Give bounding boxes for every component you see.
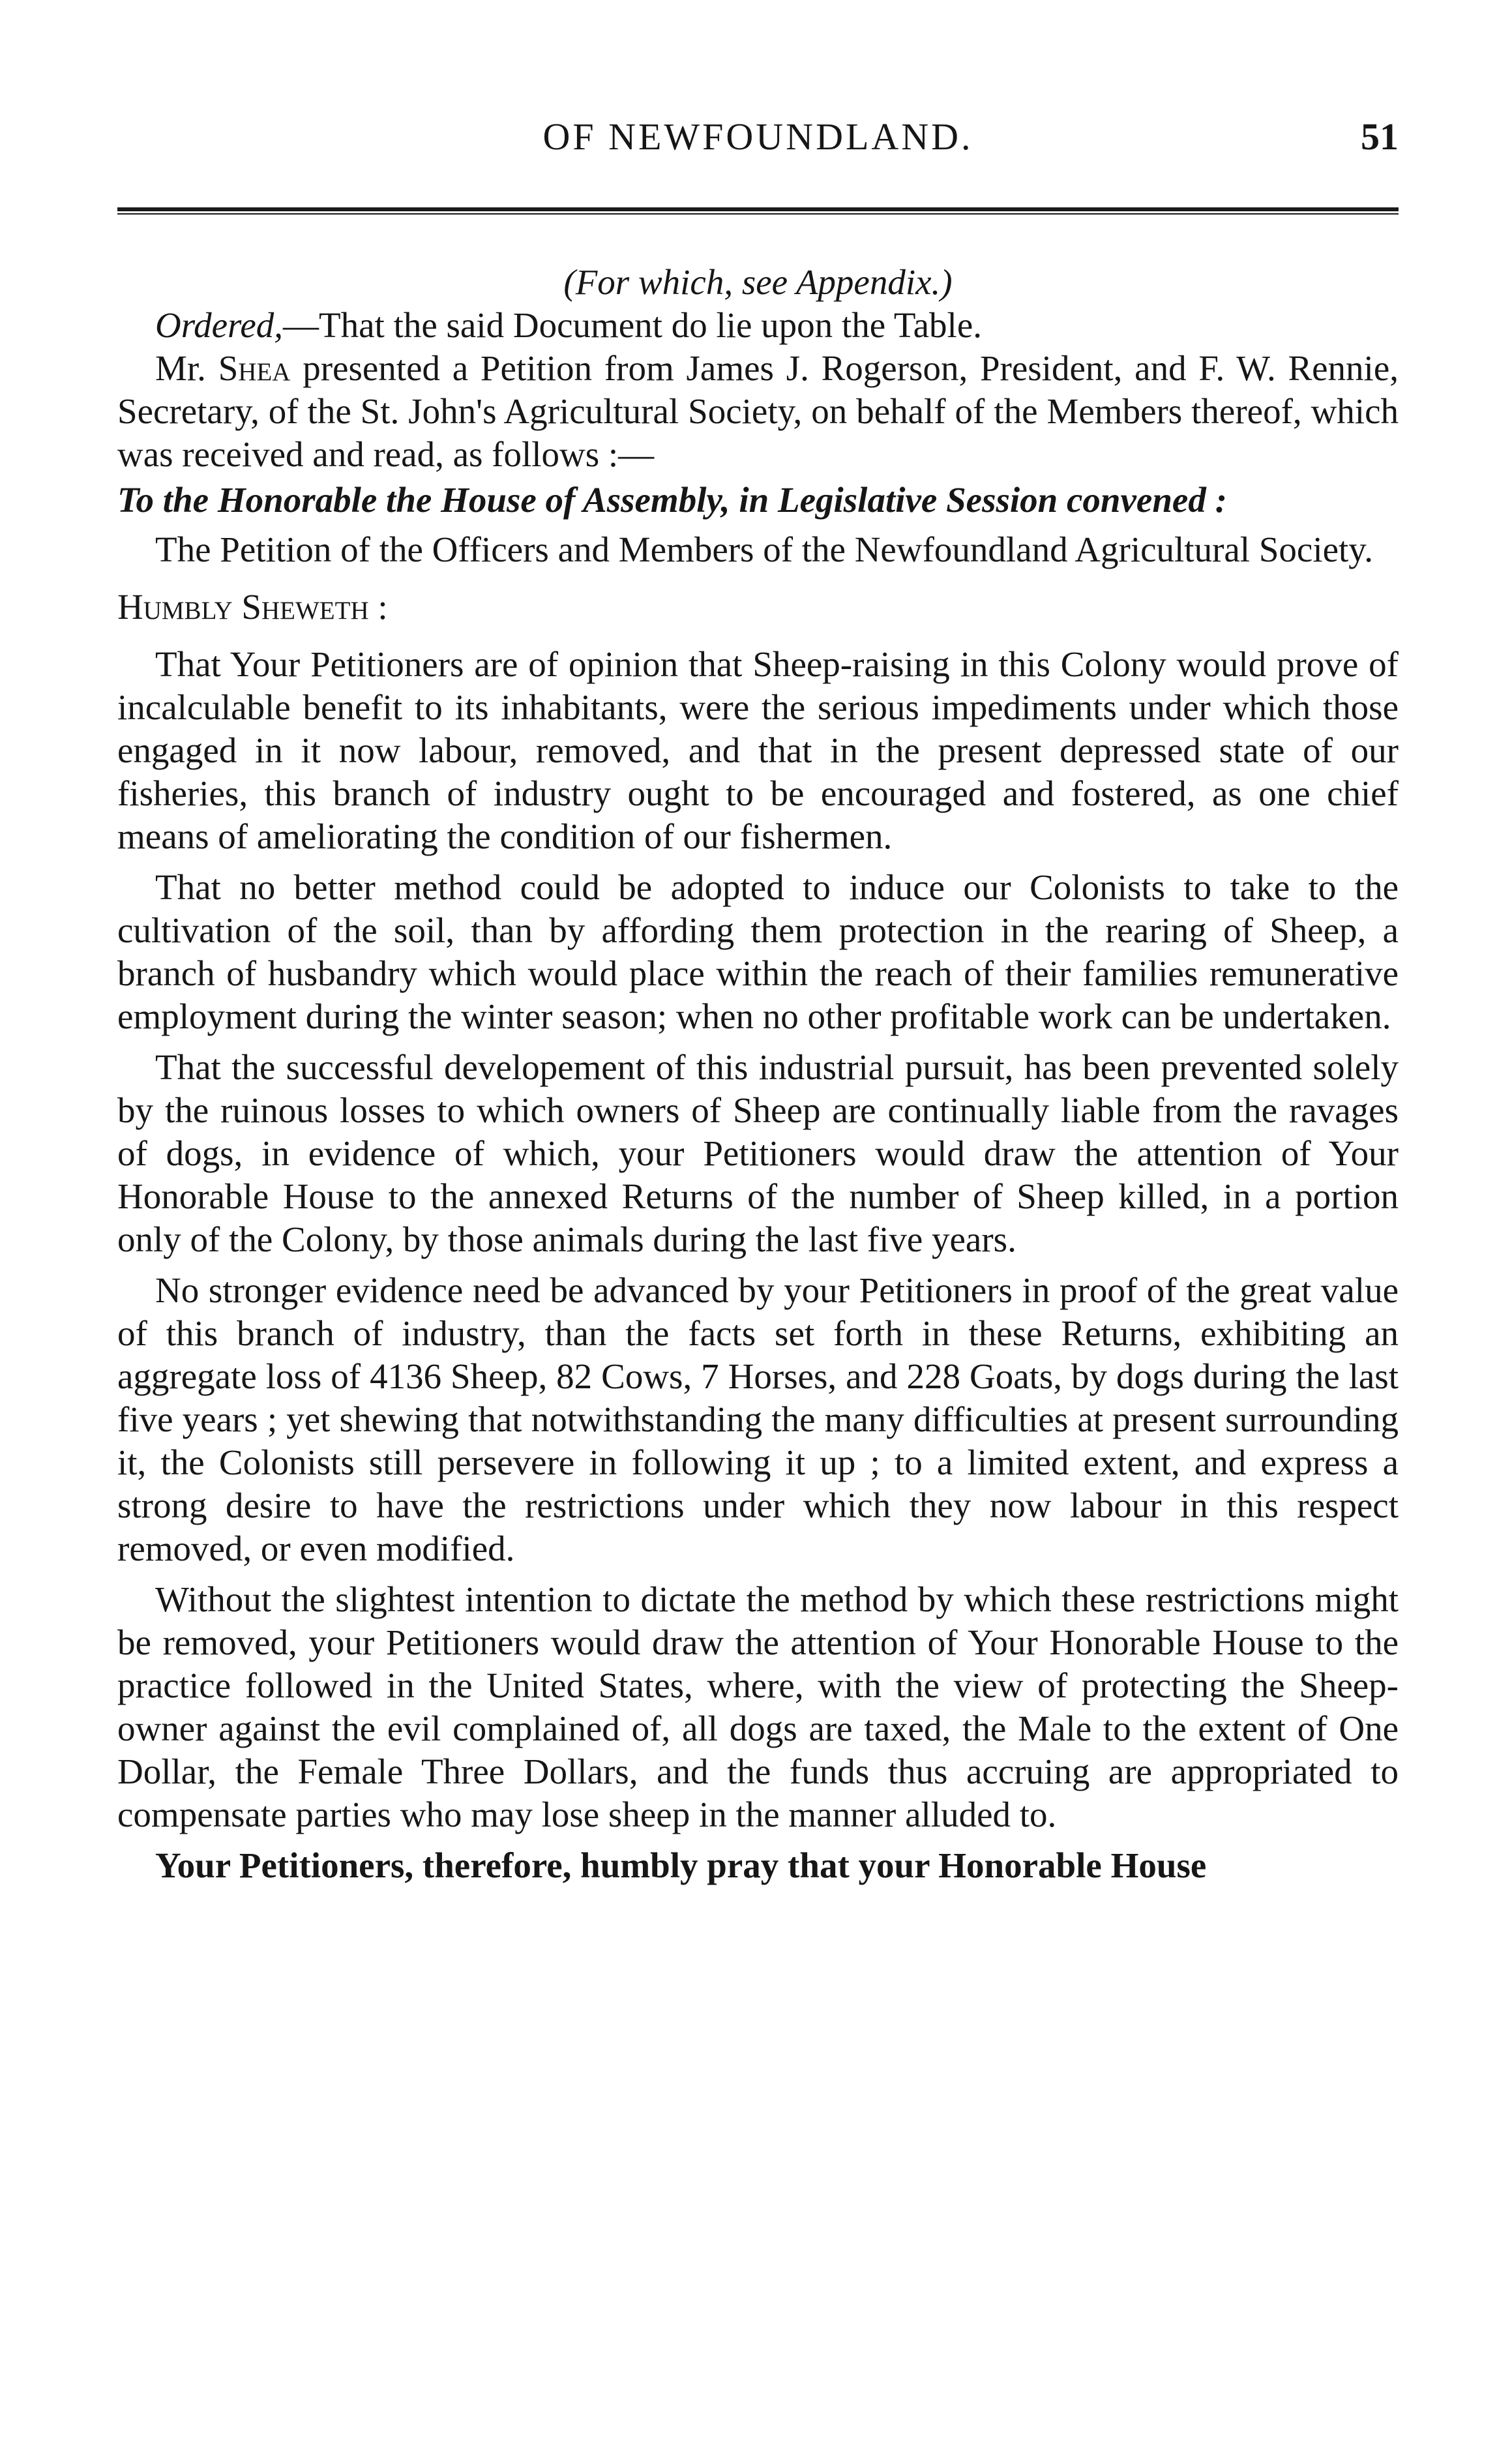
paragraph-prayer: Your Petitioners, therefore, humbly pray that your Honorable House [155,1845,1207,1885]
shea-paragraph [117,347,1399,476]
shea-prefix: Mr. [155,348,218,388]
page-body [117,261,1399,1887]
appendix-reference: (For which, see Appendix.) [563,262,953,302]
running-head [117,111,1399,163]
petition-address: To the Honorable the House of Assembly, in Legislative Session convened : [117,480,1227,520]
paragraph-better-method: That no better method could be adopted to induce our Colonists to take to the cultivation of the soil, than by affording them protection in the rearing of Sheep, a branch of husbandry which would place within the reach of their families remunerative employment during the winter season; when no other profitable work can be undertaken. [117,867,1399,1036]
header-rule [117,207,1399,215]
page-number: 51 [1361,115,1399,158]
paragraph-slightest-intention: Without the slightest intention to dictate the method by which these restrictions might be removed, your Petitioners would draw the attention of Your Honorable House to the practice followed in the United States, where, with the view of protecting the Sheep-owner against the evil complained of, all dogs are taxed, the Male to the extent of One Dollar, the Female Three Dollars, and the funds thus accruing are appropriated to compensate parties who may lose sheep in the manner alluded to. [117,1579,1399,1834]
humbly-sheweth: Humbly Sheweth : [117,587,388,627]
ordered-label: Ordered, [155,305,284,345]
paragraph-stronger-evidence: No stronger evidence need be advanced by your Petitioners in proof of the great value of this branch of industry, than the facts set forth in these Returns, exhibiting an aggregate loss of 4136 Sheep, 82 Cows, 7 Horses, and 228 Goats, by dogs during the last five years ; yet shewing that notwithstanding the many difficulties at present surrounding it, the Colonists still persevere in following it up ; to a limited extent, and express a strong desire to have the restrictions under which they now labour in this respect removed, or even modified. [117,1270,1399,1568]
petition-of: The Petition of the Officers and Members of the Newfoundland Agricultural Society. [155,529,1373,569]
ordered-text: —That the said Document do lie upon the Table. [283,305,982,345]
shea-text: presented a Petition from James J. Rogerson, President, and F. W. Rennie, Secretary, of the St. John's Agricultural Society, on behalf of the Members thereof, which was received and read, as follows :— [117,348,1399,474]
shea-name: Shea [218,348,291,388]
paragraph-sheep-raising: That Your Petitioners are of opinion that Sheep-raising in this Colony would prove of incalculable benefit to its inhabitants, were the serious impediments under which those engaged in it now labour, removed, and that in the present depressed state of our fisheries, this branch of industry ought to be encouraged and fostered, as one chief means of ameliorating the condition of our fishermen. [117,644,1399,856]
paragraph-successful-developement: That the successful developement of this industrial pursuit, has been prevented solely by the ruinous losses to which owners of Sheep are continually liable from the ravages of dogs, in evidence of which, your Petitioners would draw the attention of Your Honorable House to the annexed Returns of the number of Sheep killed, in a portion only of the Colony, by those animals during the last five years. [117,1047,1399,1259]
book-page [117,0,1399,2446]
running-title: OF NEWFOUNDLAND. [542,115,973,158]
ordered-paragraph [117,304,1399,347]
